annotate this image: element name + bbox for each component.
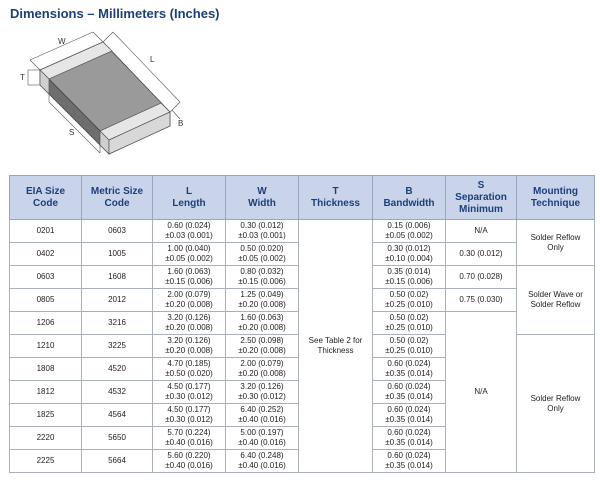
header-width: W Width [226, 176, 299, 220]
metric-code: 5650 [82, 427, 153, 450]
mounting-cell: Solder Wave or Solder Reflow [517, 266, 595, 335]
bandwidth-cell: 0.30 (0.012) ±0.10 (0.004) [373, 243, 446, 266]
width-cell: 0.80 (0.032) ±0.15 (0.006) [226, 266, 299, 289]
length-cell: 4.50 (0.177) ±0.30 (0.012) [153, 404, 226, 427]
header-separation: S Separation Minimum [446, 176, 517, 220]
eia-code: 0603 [10, 266, 82, 289]
metric-code: 1005 [82, 243, 153, 266]
bandwidth-cell: 0.60 (0.024) ±0.35 (0.014) [373, 381, 446, 404]
eia-code: 1825 [10, 404, 82, 427]
metric-code: 2012 [82, 289, 153, 312]
length-label: L [150, 55, 155, 64]
eia-code: 1812 [10, 381, 82, 404]
metric-code: 3225 [82, 335, 153, 358]
header-bandwidth: B Bandwidth [373, 176, 446, 220]
width-cell: 0.30 (0.012) ±0.03 (0.001) [226, 220, 299, 243]
width-cell: 3.20 (0.126) ±0.30 (0.012) [226, 381, 299, 404]
length-cell: 5.70 (0.224) ±0.40 (0.016) [153, 427, 226, 450]
length-cell: 4.50 (0.177) ±0.30 (0.012) [153, 381, 226, 404]
separation-cell: 0.75 (0.030) [446, 289, 517, 312]
width-cell: 1.60 (0.063) ±0.20 (0.008) [226, 312, 299, 335]
header-eia-size: EIA Size Code [10, 176, 82, 220]
mounting-cell: Solder Reflow Only [517, 220, 595, 266]
dimensions-table [9, 175, 595, 473]
eia-code: 0201 [10, 220, 82, 243]
header-metric-size: Metric Size Code [82, 176, 153, 220]
metric-code: 4564 [82, 404, 153, 427]
width-cell: 2.00 (0.079) ±0.20 (0.008) [226, 358, 299, 381]
bandwidth-cell: 0.60 (0.024) ±0.35 (0.014) [373, 404, 446, 427]
metric-code: 5664 [82, 450, 153, 473]
separation-cell: 0.70 (0.028) [446, 266, 517, 289]
length-cell: 3.20 (0.126) ±0.20 (0.008) [153, 312, 226, 335]
thickness-label: T [20, 73, 25, 82]
length-cell: 3.20 (0.126) ±0.20 (0.008) [153, 335, 226, 358]
metric-code: 4520 [82, 358, 153, 381]
bandwidth-cell: 0.50 (0.02) ±0.25 (0.010) [373, 312, 446, 335]
bandwidth-cell: 0.60 (0.024) ±0.35 (0.014) [373, 358, 446, 381]
bandwidth-cell: 0.35 (0.014) ±0.15 (0.006) [373, 266, 446, 289]
width-cell: 1.25 (0.049) ±0.20 (0.008) [226, 289, 299, 312]
page-title: Dimensions – Millimeters (Inches) [10, 6, 220, 21]
table-header-row [10, 176, 595, 220]
capacitor-dimension-diagram [0, 22, 210, 172]
length-cell: 4.70 (0.185) ±0.50 (0.020) [153, 358, 226, 381]
length-cell: 0.60 (0.024) ±0.03 (0.001) [153, 220, 226, 243]
bandwidth-cell: 0.50 (0.02) ±0.25 (0.010) [373, 289, 446, 312]
width-cell: 2.50 (0.098) ±0.20 (0.008) [226, 335, 299, 358]
width-cell: 6.40 (0.252) ±0.40 (0.016) [226, 404, 299, 427]
length-cell: 1.60 (0.063) ±0.15 (0.006) [153, 266, 226, 289]
width-cell: 0.50 (0.020) ±0.05 (0.002) [226, 243, 299, 266]
length-cell: 2.00 (0.079) ±0.20 (0.008) [153, 289, 226, 312]
bandwidth-cell: 0.60 (0.024) ±0.35 (0.014) [373, 450, 446, 473]
separation-cell: N/A [446, 220, 517, 243]
width-label: W [58, 37, 66, 46]
eia-code: 0402 [10, 243, 82, 266]
metric-code: 3216 [82, 312, 153, 335]
length-cell: 1.00 (0.040) ±0.05 (0.002) [153, 243, 226, 266]
eia-code: 1808 [10, 358, 82, 381]
eia-code: 1206 [10, 312, 82, 335]
eia-code: 0805 [10, 289, 82, 312]
bandwidth-cell: 0.60 (0.024) ±0.35 (0.014) [373, 427, 446, 450]
separation-label: S [69, 128, 75, 137]
separation-cell: 0.30 (0.012) [446, 243, 517, 266]
bandwidth-cell: 0.15 (0.006) ±0.05 (0.002) [373, 220, 446, 243]
separation-cell: N/A [446, 312, 517, 473]
eia-code: 1210 [10, 335, 82, 358]
metric-code: 0603 [82, 220, 153, 243]
width-cell: 6.40 (0.248) ±0.40 (0.016) [226, 450, 299, 473]
metric-code: 1608 [82, 266, 153, 289]
header-thickness: T Thickness [299, 176, 373, 220]
header-length: L Length [153, 176, 226, 220]
header-mounting: Mounting Technique [517, 176, 595, 220]
length-cell: 5.60 (0.220) ±0.40 (0.016) [153, 450, 226, 473]
thickness-cell: See Table 2 for Thickness [299, 220, 373, 473]
eia-code: 2225 [10, 450, 82, 473]
bandwidth-label: B [178, 119, 184, 128]
eia-code: 2220 [10, 427, 82, 450]
bandwidth-cell: 0.50 (0.02) ±0.25 (0.010) [373, 335, 446, 358]
width-cell: 5.00 (0.197) ±0.40 (0.016) [226, 427, 299, 450]
table-row [10, 220, 595, 243]
mounting-cell: Solder Reflow Only [517, 335, 595, 473]
metric-code: 4532 [82, 381, 153, 404]
